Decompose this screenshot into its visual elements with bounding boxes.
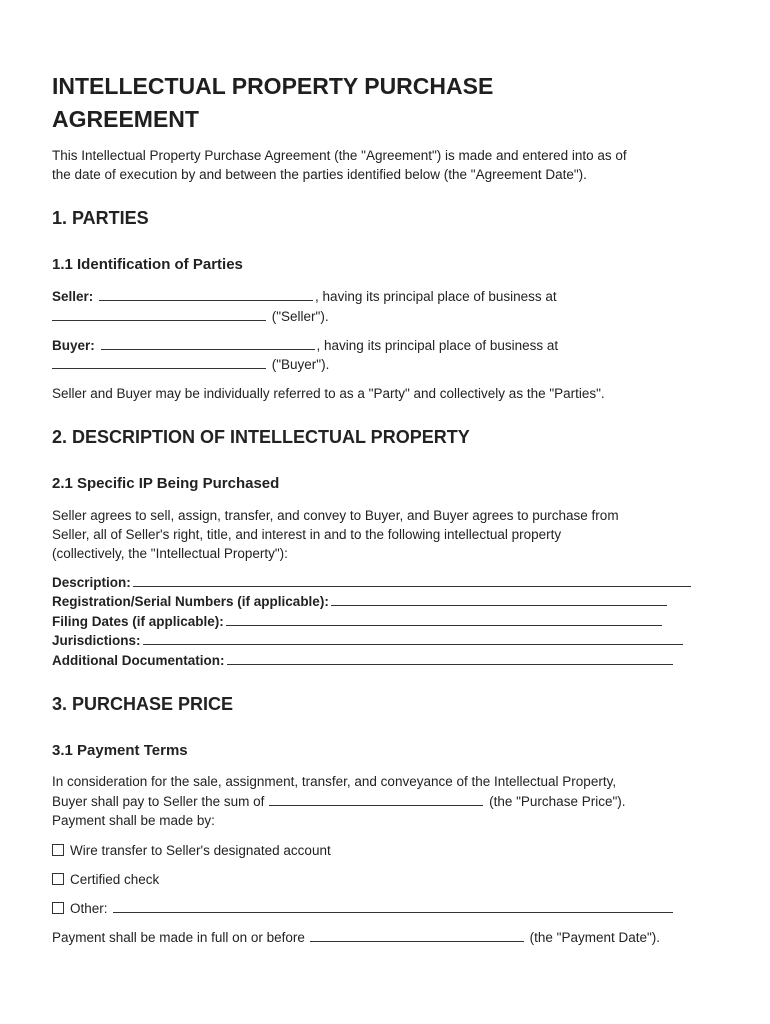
intro-line-2: the date of execution by and between the parties identified below (the "Agreement Date"). — [52, 167, 587, 182]
document-title-line-1: INTELLECTUAL PROPERTY PURCHASE — [52, 73, 494, 99]
buyer-address-text: , having its principal place of business at — [316, 338, 559, 353]
description-row — [52, 573, 693, 592]
jurisdictions-row — [52, 631, 685, 650]
ip-paragraph-line-3: (collectively, the "Intellectual Property"): — [52, 546, 288, 561]
seller-address-text: , having its principal place of business at — [315, 289, 557, 304]
seller-address-field[interactable] — [52, 308, 266, 321]
payment-date-line — [52, 928, 660, 947]
other-payment-checkbox[interactable] — [52, 902, 64, 914]
section-2-heading: 2. DESCRIPTION OF INTELLECTUAL PROPERTY — [52, 427, 470, 447]
other-payment-field[interactable] — [113, 900, 673, 913]
payment-date-text: Payment shall be made in full on or before — [52, 930, 305, 945]
seller-line-1 — [52, 287, 557, 306]
jurisdictions-label: Jurisdictions: — [52, 633, 141, 648]
ip-paragraph-line-2: Seller, all of Seller's right, title, and interest in and to the following intellectual property — [52, 527, 562, 542]
section-1-heading: 1. PARTIES — [52, 208, 149, 228]
description-label: Description: — [52, 575, 131, 590]
additional-documentation-field[interactable] — [227, 652, 673, 665]
seller-line-2 — [52, 307, 329, 326]
parties-note: Seller and Buyer may be individually referred to as a "Party" and collectively as the "Parties". — [52, 386, 605, 401]
purchase-price-field[interactable] — [269, 793, 483, 806]
ip-paragraph-line-1: Seller agrees to sell, assign, transfer, and convey to Buyer, and Buyer agrees to purchase from — [52, 508, 619, 523]
payment-option-check[interactable] — [52, 870, 159, 889]
certified-check-label: Certified check — [70, 872, 160, 887]
buyer-line-1 — [52, 336, 558, 355]
filing-dates-field[interactable] — [226, 613, 662, 626]
payment-paragraph-line-1: In consideration for the sale, assignment, transfer, and conveyance of the Intellectual Property, — [52, 774, 617, 789]
buyer-designation-text: ("Buyer"). — [268, 357, 330, 372]
seller-name-field[interactable] — [99, 288, 313, 301]
document-title-line-2: AGREEMENT — [52, 106, 199, 132]
other-payment-label: Other: — [70, 901, 108, 916]
seller-designation-text: ("Seller"). — [268, 309, 329, 324]
payment-date-designation: (the "Payment Date"). — [525, 930, 661, 945]
payment-paragraph-line-2 — [52, 792, 626, 811]
buyer-label: Buyer: — [52, 338, 95, 353]
section-2-1-heading: 2.1 Specific IP Being Purchased — [52, 475, 280, 492]
filing-dates-label: Filing Dates (if applicable): — [52, 614, 224, 629]
registration-row — [52, 592, 669, 611]
filing-dates-row — [52, 612, 664, 631]
buyer-address-field[interactable] — [52, 356, 266, 369]
additional-documentation-label: Additional Documentation: — [52, 653, 225, 668]
buyer-line-2 — [52, 355, 329, 374]
payment-option-wire[interactable] — [52, 841, 331, 860]
payment-paragraph-line-3: Payment shall be made by: — [52, 813, 215, 828]
wire-transfer-checkbox[interactable] — [52, 844, 64, 856]
payment-date-field[interactable] — [310, 929, 524, 942]
intro-line-1: This Intellectual Property Purchase Agreement (the "Agreement") is made and entered into as of — [52, 148, 627, 163]
purchase-sum-text: Buyer shall pay to Seller the sum of — [52, 794, 265, 809]
additional-documentation-row — [52, 651, 675, 670]
jurisdictions-field[interactable] — [143, 632, 683, 645]
section-1-1-heading: 1.1 Identification of Parties — [52, 256, 243, 273]
payment-option-other[interactable] — [52, 899, 675, 918]
seller-label: Seller: — [52, 289, 94, 304]
certified-check-checkbox[interactable] — [52, 873, 64, 885]
purchase-price-designation: (the "Purchase Price"). — [485, 794, 626, 809]
section-3-heading: 3. PURCHASE PRICE — [52, 694, 234, 714]
registration-field[interactable] — [331, 593, 667, 606]
section-3-1-heading: 3.1 Payment Terms — [52, 742, 188, 759]
description-field[interactable] — [133, 574, 691, 587]
registration-label: Registration/Serial Numbers (if applicable): — [52, 594, 329, 609]
buyer-name-field[interactable] — [101, 337, 315, 350]
wire-transfer-label: Wire transfer to Seller's designated account — [70, 843, 331, 858]
